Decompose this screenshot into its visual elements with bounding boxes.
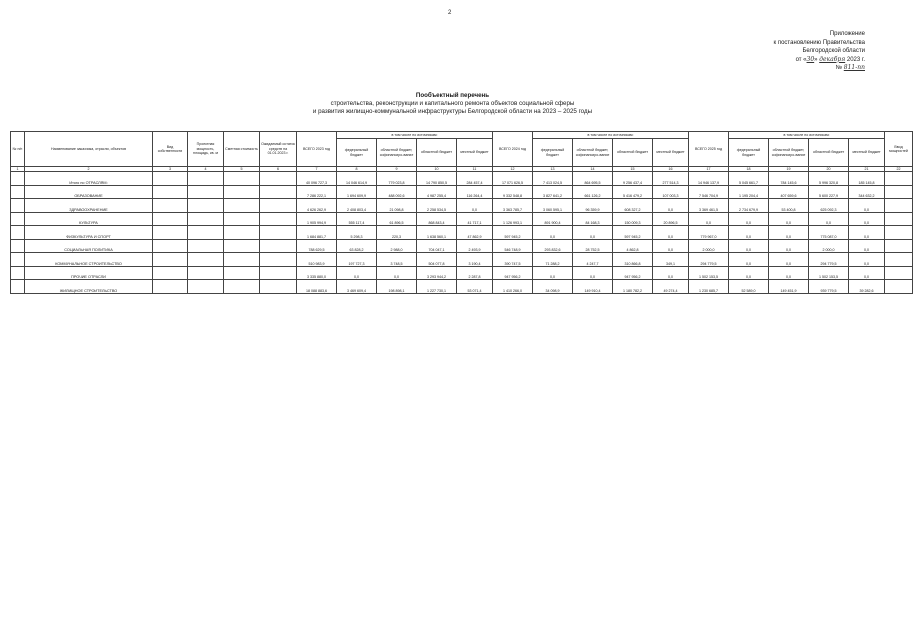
cell-c13: 34 098,9 (533, 280, 573, 294)
column-number: 20 (809, 167, 849, 172)
cell-c9: 2 988,0 (377, 239, 417, 253)
column-number: 5 (224, 167, 260, 172)
cell-c20: 294 779,5 (809, 253, 849, 267)
cell-c17: 1 502 153,5 (689, 266, 729, 280)
cell-c7: 18 088 883,6 (297, 280, 337, 294)
header-local-2025: местный бюджет (849, 139, 885, 167)
column-number: 9 (377, 167, 417, 172)
appendix-number-line (705, 64, 865, 73)
cell-c10: 14 790 850,5 (417, 172, 457, 186)
cell-c11: 3 190,4 (457, 253, 493, 267)
cell-c16: 0,0 (653, 266, 689, 280)
column-number: 22 (885, 167, 913, 172)
cell-c14: 96 359,9 (573, 199, 613, 213)
cell-c14: 28 752,5 (573, 239, 613, 253)
cell-c7: 4 626 262,9 (297, 199, 337, 213)
cell-num (11, 280, 25, 294)
cell-ownership (153, 172, 188, 186)
table-row (11, 199, 913, 213)
cell-c21: 0,0 (849, 239, 885, 253)
cell-c9: 198 898,1 (377, 280, 417, 294)
cell-remaining (260, 280, 297, 294)
appendix-date-line (705, 56, 865, 65)
cell-c16: 349,1 (653, 253, 689, 267)
cell-c11: 284 457,4 (457, 172, 493, 186)
cell-c9: 0,0 (377, 266, 417, 280)
cell-c11: 0,0 (457, 199, 493, 213)
cell-c17: 0,0 (689, 212, 729, 226)
cell-ownership (153, 199, 188, 213)
column-number: 1 (11, 167, 25, 172)
cell-c13: 3 827 641,2 (533, 185, 573, 199)
cell-capacity (188, 226, 224, 240)
cell-c10: 504 077,8 (417, 253, 457, 267)
header-federal-2025: федеральный бюджет (729, 139, 769, 167)
header-capacity: Проектная мощность, площадь, кв. м (188, 132, 224, 167)
cell-remaining (260, 212, 297, 226)
cell-remaining (260, 185, 297, 199)
cell-c7: 788 629,5 (297, 239, 337, 253)
page-number: 2 (448, 10, 452, 16)
cell-remaining (260, 226, 297, 240)
cell-c20: 0,0 (809, 212, 849, 226)
table-row (11, 226, 913, 240)
cell-name: ПРОЧИЕ ОТРАСЛИ (25, 266, 153, 280)
cell-c8: 555 117,4 (337, 212, 377, 226)
cell-c18: 0,0 (729, 266, 769, 280)
cell-responsible (885, 172, 913, 186)
cell-c13: 293 832,6 (533, 239, 573, 253)
column-number: 10 (417, 167, 457, 172)
cell-num (11, 185, 25, 199)
header-total-2024: ВСЕГО 2024 год (493, 132, 533, 167)
cell-c11: 116 264,4 (457, 185, 493, 199)
cell-c15: 9 256 437,4 (613, 172, 653, 186)
header-regional-cofin-2025: областной бюджет, софинансиро-вание (769, 139, 809, 167)
cell-capacity (188, 199, 224, 213)
cell-capacity (188, 239, 224, 253)
cell-name: КУЛЬТУРА (25, 212, 153, 226)
cell-num (11, 172, 25, 186)
cell-cost (224, 212, 260, 226)
header-num: № п/п (11, 132, 25, 167)
header-local-2024: местный бюджет (653, 139, 689, 167)
cell-responsible (885, 253, 913, 267)
cell-c10: 4 987 255,4 (417, 185, 457, 199)
cell-c15: 947 956,2 (613, 266, 653, 280)
cell-name: КОММУНАЛЬНОЕ СТРОИТЕЛЬСТВО (25, 253, 153, 267)
column-number: 3 (153, 167, 188, 172)
cell-c10: 1 227 730,1 (417, 280, 457, 294)
header-local-2023: местный бюджет (457, 139, 493, 167)
cell-c15: 4 862,8 (613, 239, 653, 253)
cell-c19: 53 400,8 (769, 199, 809, 213)
cell-c13: 3 060 595,1 (533, 199, 573, 213)
cell-c20: 625 092,3 (809, 199, 849, 213)
column-number: 15 (613, 167, 653, 172)
cell-c14: 149 910,4 (573, 280, 613, 294)
cell-c17: 14 946 137,9 (689, 172, 729, 186)
cell-c13: 0,0 (533, 226, 573, 240)
table-row (11, 266, 913, 280)
cell-num (11, 212, 25, 226)
column-number: 4 (188, 167, 224, 172)
cell-c12: 3 363 785,7 (493, 199, 533, 213)
column-number: 21 (849, 167, 885, 172)
number-prefix: № (835, 65, 843, 71)
cell-c13: 0,0 (533, 266, 573, 280)
cell-c10: 1 638 560,1 (417, 226, 457, 240)
cell-c14: 661 126,2 (573, 185, 613, 199)
cell-c15: 608 327,2 (613, 199, 653, 213)
document-title (0, 92, 905, 116)
header-remaining: Ожидаемый остаток средств на 01.01.2023 г. (260, 132, 297, 167)
header-name: Наименование заказчика, отрасли, объектов (25, 132, 153, 167)
column-number: 7 (297, 167, 337, 172)
cell-remaining (260, 239, 297, 253)
cell-capacity (188, 280, 224, 294)
cell-c12: 947 956,2 (493, 266, 533, 280)
header-sources-2024: в том числе по источникам: (533, 132, 689, 139)
appendix-line-1: Приложение (829, 31, 865, 37)
cell-c11: 2 493,9 (457, 239, 493, 253)
cell-num (11, 253, 25, 267)
cell-c15: 1 180 782,2 (613, 280, 653, 294)
cell-c16: 107 003,3 (653, 185, 689, 199)
cell-c15: 310 866,8 (613, 253, 653, 267)
document-number: 811-пп (843, 64, 865, 71)
cell-name: СОЦИАЛЬНАЯ ПОЛИТИКА (25, 239, 153, 253)
date-month: декабря (819, 55, 846, 63)
cell-cost (224, 239, 260, 253)
cell-responsible (885, 185, 913, 199)
cell-capacity (188, 266, 224, 280)
cell-c7: 510 983,9 (297, 253, 337, 267)
column-number: 19 (769, 167, 809, 172)
cell-capacity (188, 185, 224, 199)
cell-c8: 2 408 803,4 (337, 199, 377, 213)
cell-c8: 63 828,2 (337, 239, 377, 253)
cell-capacity (188, 253, 224, 267)
cell-ownership (153, 212, 188, 226)
cell-c9: 220,3 (377, 226, 417, 240)
cell-responsible (885, 239, 913, 253)
table-row (11, 172, 913, 186)
cell-c18: 5 045 661,7 (729, 172, 769, 186)
cell-c7: 3 335 880,0 (297, 266, 337, 280)
header-regional-cofin-2023: областной бюджет, софинансиро-вание (377, 139, 417, 167)
table-row (11, 185, 913, 199)
header-ownership: Вид собственности (153, 132, 188, 167)
cell-c21: 185 145,8 (849, 172, 885, 186)
objects-table (10, 131, 908, 294)
header-regional-2025: областной бюджет (809, 139, 849, 167)
cell-capacity (188, 212, 224, 226)
cell-c18: 52 589,0 (729, 280, 769, 294)
cell-c16: 277 514,3 (653, 172, 689, 186)
cell-cost (224, 185, 260, 199)
cell-c11: 53 071,4 (457, 280, 493, 294)
cell-c20: 1 502 153,5 (809, 266, 849, 280)
date-year: 2023 г. (846, 56, 865, 63)
column-number: 8 (337, 167, 377, 172)
cell-remaining (260, 172, 297, 186)
header-regional-cofin-2024: областной бюджет, софинансиро-вание (573, 139, 613, 167)
cell-c10: 868 843,4 (417, 212, 457, 226)
cell-c9: 21 098,8 (377, 199, 417, 213)
title-line-2: строительства, реконструкции и капитального ремонта объектов социальной сферы (330, 100, 575, 107)
cell-c17: 3 369 461,5 (689, 199, 729, 213)
cell-ownership (153, 266, 188, 280)
cell-num (11, 226, 25, 240)
cell-c11: 41 717,1 (457, 212, 493, 226)
cell-c13: 891 900,4 (533, 212, 573, 226)
cell-name: Итого по ОТРАСЛЯМ: (25, 172, 153, 186)
date-mid: » (814, 56, 818, 63)
header-total-2025: ВСЕГО 2025 год (689, 132, 729, 167)
column-number: 13 (533, 167, 573, 172)
header-sources-2023: в том числе по источникам: (337, 132, 493, 139)
cell-c15: 5 416 479,2 (613, 185, 653, 199)
cell-c21: 0,0 (849, 266, 885, 280)
cell-name: ЗДРАВООХРАНЕНИЕ (25, 199, 153, 213)
header-total-2023: ВСЕГО 2023 год (297, 132, 337, 167)
cell-capacity (188, 172, 224, 186)
header-regional-2024: областной бюджет (613, 139, 653, 167)
cell-cost (224, 280, 260, 294)
column-number: 16 (653, 167, 689, 172)
cell-c15: 150 009,3 (613, 212, 653, 226)
cell-ownership (153, 226, 188, 240)
cell-responsible (885, 212, 913, 226)
cell-c9: 3 748,5 (377, 253, 417, 267)
cell-name: ЖИЛИЩНОЕ СТРОИТЕЛЬСТВО (25, 280, 153, 294)
cell-c19: 0,0 (769, 212, 809, 226)
cell-responsible (885, 266, 913, 280)
header-regional-2023: областной бюджет (417, 139, 457, 167)
cell-c21: 0,0 (849, 199, 885, 213)
cell-c8: 197 727,3 (337, 253, 377, 267)
cell-name: ОБРАЗОВАНИЕ (25, 185, 153, 199)
cell-c7: 1 684 881,7 (297, 226, 337, 240)
cell-c10: 704 047,1 (417, 239, 457, 253)
cell-ownership (153, 253, 188, 267)
header-responsible: Ввод мощностей (885, 132, 913, 167)
cell-c19: 784 145,6 (769, 172, 809, 186)
cell-c18: 0,0 (729, 212, 769, 226)
cell-ownership (153, 280, 188, 294)
cell-c18: 0,0 (729, 239, 769, 253)
title-line-3: и развития жилищно-коммунальной инфраструктуры Белгородской области на 2023 – 2025 годы (312, 108, 593, 115)
cell-responsible (885, 226, 913, 240)
column-number: 6 (260, 167, 297, 172)
cell-c19: 0,0 (769, 253, 809, 267)
cell-c8: 14 046 614,9 (337, 172, 377, 186)
cell-c9: 61 896,5 (377, 212, 417, 226)
cell-c9: 779 023,8 (377, 172, 417, 186)
table-row (11, 239, 913, 253)
table-row (11, 212, 913, 226)
cell-remaining (260, 199, 297, 213)
cell-c17: 1 230 685,7 (689, 280, 729, 294)
cell-c15: 597 945,2 (613, 226, 653, 240)
cell-c21: 0,0 (849, 212, 885, 226)
cell-c20: 939 779,5 (809, 280, 849, 294)
column-number: 17 (689, 167, 729, 172)
cell-remaining (260, 266, 297, 280)
cell-ownership (153, 239, 188, 253)
cell-c20: 5 996 320,8 (809, 172, 849, 186)
cell-c17: 7 546 704,9 (689, 185, 729, 199)
cell-c17: 2 000,0 (689, 239, 729, 253)
cell-cost (224, 266, 260, 280)
cell-ownership (153, 185, 188, 199)
cell-c7: 1 905 994,9 (297, 212, 337, 226)
cell-c16: 0,0 (653, 199, 689, 213)
cell-c20: 775 087,0 (809, 226, 849, 240)
cell-c21: 39 282,6 (849, 280, 885, 294)
column-number: 14 (573, 167, 613, 172)
date-prefix: от « (795, 56, 807, 63)
cell-c11: 47 862,9 (457, 226, 493, 240)
cell-c14: 0,0 (573, 226, 613, 240)
cell-c10: 3 293 944,2 (417, 266, 457, 280)
column-number: 2 (25, 167, 153, 172)
cell-c7: 7 286 222,1 (297, 185, 337, 199)
date-day: 30 (806, 55, 815, 63)
cell-c12: 1 126 993,1 (493, 212, 533, 226)
cell-c13: 7 413 024,5 (533, 172, 573, 186)
cell-c21: 0,0 (849, 226, 885, 240)
cell-c14: 84 168,3 (573, 212, 613, 226)
cell-c18: 2 734 679,9 (729, 199, 769, 213)
cell-c20: 5 600 227,9 (809, 185, 849, 199)
cell-c14: 864 695,5 (573, 172, 613, 186)
appendix-block (705, 30, 865, 73)
cell-c8: 3 469 609,4 (337, 280, 377, 294)
cell-num (11, 239, 25, 253)
cell-c9: 488 092,6 (377, 185, 417, 199)
header-cost: Сметная стоимость (224, 132, 260, 167)
cell-cost (224, 226, 260, 240)
cell-c12: 1 410 266,0 (493, 280, 533, 294)
column-number: 11 (457, 167, 493, 172)
cell-c18: 1 195 204,4 (729, 185, 769, 199)
cell-c13: 71 288,2 (533, 253, 573, 267)
cell-c8: 1 694 609,9 (337, 185, 377, 199)
cell-cost (224, 172, 260, 186)
cell-c19: 0,0 (769, 239, 809, 253)
cell-c10: 2 258 534,5 (417, 199, 457, 213)
cell-c12: 546 748,9 (493, 239, 533, 253)
cell-c16: 49 274,4 (653, 280, 689, 294)
cell-cost (224, 253, 260, 267)
cell-c21: 344 632,2 (849, 185, 885, 199)
cell-c19: 0,0 (769, 266, 809, 280)
column-number: 18 (729, 167, 769, 172)
cell-c19: 0,0 (769, 226, 809, 240)
appendix-line-3: Белгородской области (802, 48, 865, 54)
table-row (11, 280, 913, 294)
table-row (11, 253, 913, 267)
cell-c8: 0,0 (337, 266, 377, 280)
cell-num (11, 266, 25, 280)
cell-c17: 294 779,5 (689, 253, 729, 267)
header-sources-2025: в том числе по источникам: (729, 132, 885, 139)
header-federal-2024: федеральный бюджет (533, 139, 573, 167)
cell-num (11, 199, 25, 213)
header-federal-2023: федеральный бюджет (337, 139, 377, 167)
cell-c19: 149 451,9 (769, 280, 809, 294)
cell-c16: 20 896,5 (653, 212, 689, 226)
cell-c12: 390 747,5 (493, 253, 533, 267)
column-number: 12 (493, 167, 533, 172)
cell-c8: 5 298,3 (337, 226, 377, 240)
cell-c19: 407 659,6 (769, 185, 809, 199)
cell-c16: 0,0 (653, 226, 689, 240)
cell-c18: 0,0 (729, 253, 769, 267)
cell-c17: 779 967,0 (689, 226, 729, 240)
cell-c16: 0,0 (653, 239, 689, 253)
table-body (11, 172, 913, 294)
cell-c21: 0,0 (849, 253, 885, 267)
cell-remaining (260, 253, 297, 267)
cell-c7: 40 096 727,3 (297, 172, 337, 186)
cell-responsible (885, 199, 913, 213)
title-line-1: Пообъектный перечень (415, 92, 490, 99)
header-row-1 (11, 132, 913, 139)
cell-c12: 9 332 548,8 (493, 185, 533, 199)
cell-name: ФИЗКУЛЬТУРА И СПОРТ (25, 226, 153, 240)
cell-c12: 17 071 626,5 (493, 172, 533, 186)
cell-c14: 0,0 (573, 266, 613, 280)
cell-cost (224, 199, 260, 213)
cell-c18: 0,0 (729, 226, 769, 240)
cell-c14: 4 247,7 (573, 253, 613, 267)
cell-c20: 2 000,0 (809, 239, 849, 253)
cell-responsible (885, 280, 913, 294)
cell-c12: 597 945,2 (493, 226, 533, 240)
appendix-line-2: к постановлению Правительства (773, 39, 865, 46)
cell-c11: 2 287,8 (457, 266, 493, 280)
